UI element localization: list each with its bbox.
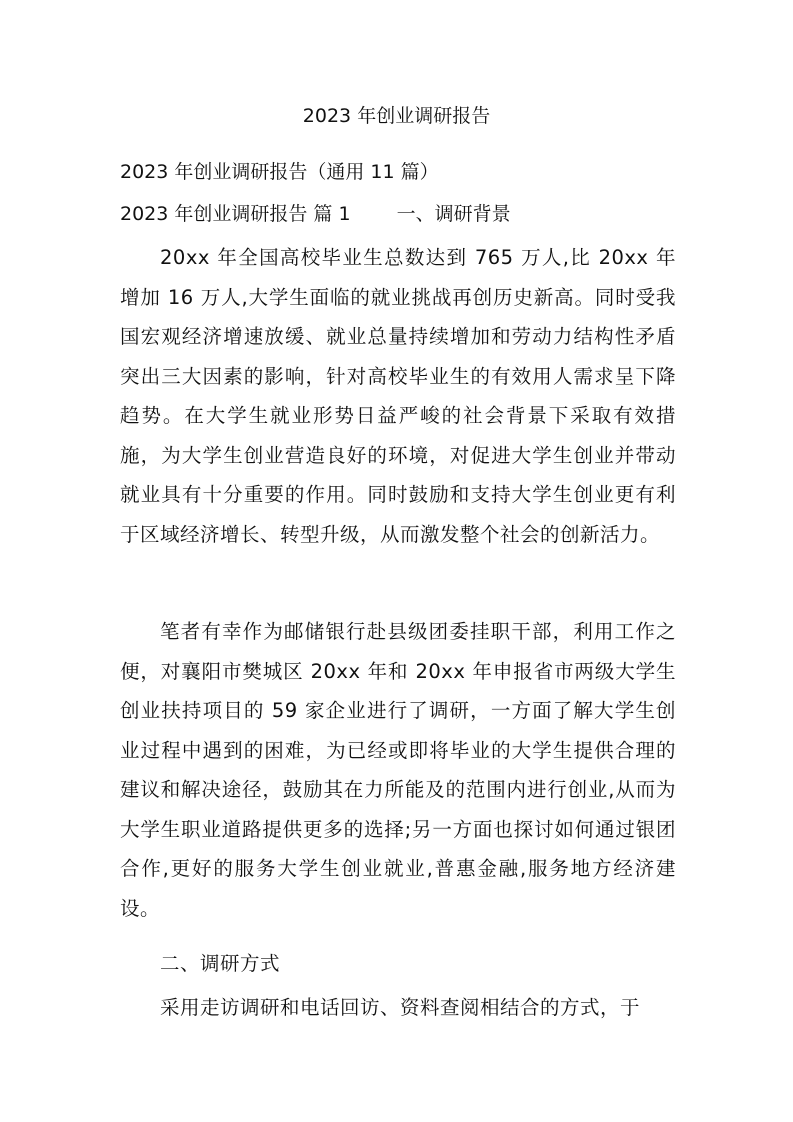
document-title: 2023 年创业调研报告 (302, 105, 491, 127)
section-heading-background: 一、调研背景 (396, 203, 511, 225)
section-heading-method: 二、调研方式 (160, 952, 281, 975)
document-subtitle: 2023 年创业调研报告（通用 11 篇） (120, 161, 439, 183)
paragraph-background: 20xx 年全国高校毕业生总数达到 765 万人,比 20xx 年增加 16 万人,大学生面临的就业挑战再创历史新高。同时受我国宏观经济增速放缓、就业总量持续增加和劳动力结构性矛盾突出三大因素的影响，针对高校毕业生的有效用人需求呈下降趋势。在大学生就业形势日益严峻的社会背景下采取有效措施，为大学生创业营造良好的环境，对促进大学生创业并带动就业具有十分重要的作用。同时鼓励和支持大学生创业更有利于区域经济增长、转型升级，从而激发整个社会的创新活力。 (120, 246, 676, 546)
paragraph-author-survey: 笔者有幸作为邮储银行赴县级团委挂职干部，利用工作之便，对襄阳市樊城区 20xx 年和 20xx 年申报省市两级大学生创业扶持项目的 59 家企业进行了调研，一方面了解大学生创业过程中遇到的困难，为已经或即将毕业的大学生提供合理的建议和解决途径，鼓励其在力所能及的范围内进行创业,从而为大学生职业道路提供更多的选择;另一方面也探讨如何通过银团合作,更好的服务大学生创业就业,普惠金融,服务地方经济建设。 (120, 620, 676, 920)
paragraph-method: 采用走访调研和电话回访、资料查阅相结合的方式，于 (160, 996, 641, 1019)
chapter-heading-line (120, 200, 511, 228)
chapter-title: 2023 年创业调研报告 篇 1 (120, 203, 351, 225)
